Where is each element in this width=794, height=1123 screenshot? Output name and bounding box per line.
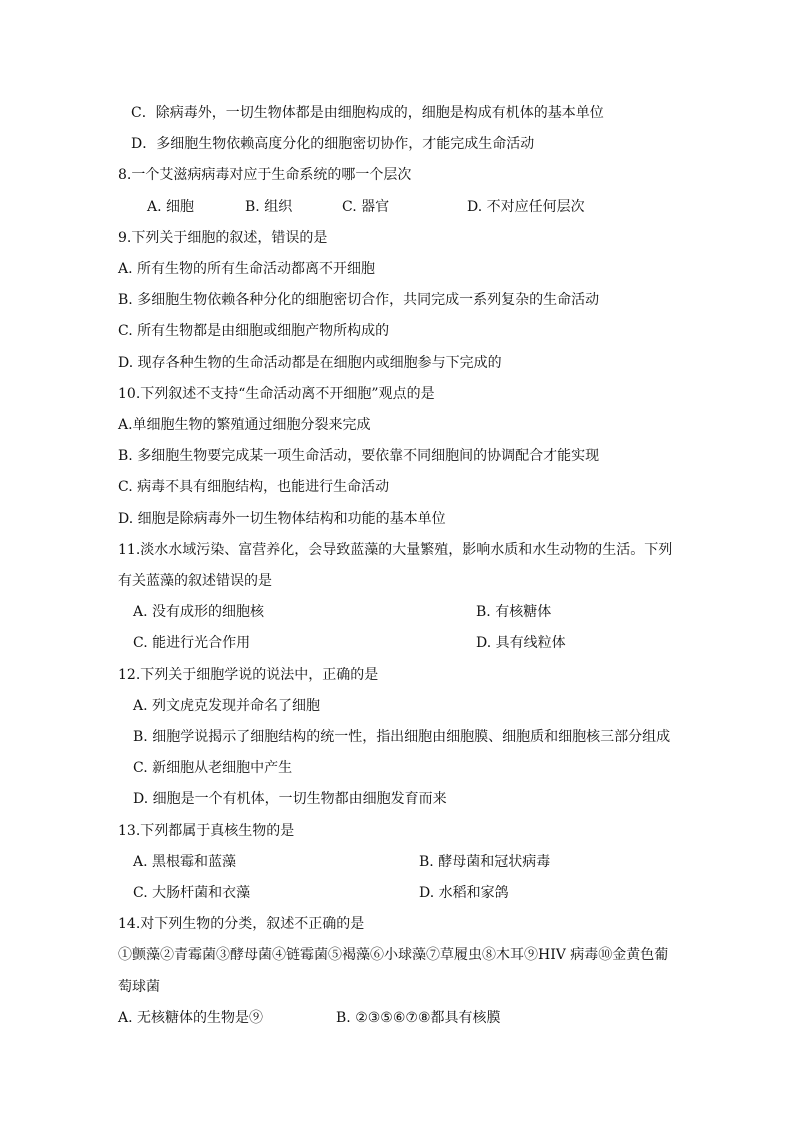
q7-option-d: D．多细胞生物依赖高度分化的细胞密切协作，才能完成生命活动 bbox=[131, 136, 535, 152]
q10-option-b: B. 多细胞生物要完成某一项生命活动，要依靠不同细胞间的协调配合才能实现 bbox=[118, 448, 600, 464]
q12-stem: 12.下列关于细胞学说的说法中，正确的是 bbox=[118, 667, 379, 683]
q9-option-c: C. 所有生物都是由细胞或细胞产物所构成的 bbox=[118, 323, 390, 339]
q7-option-c: C．除病毒外，一切生物体都是由细胞构成的，细胞是构成有机体的基本单位 bbox=[131, 105, 604, 121]
q8-stem: 8.一个艾滋病病毒对应于生命系统的哪一个层次 bbox=[118, 167, 412, 183]
q12-option-a: A. 列文虎克发现并命名了细胞 bbox=[133, 698, 321, 714]
q14-organism-list-line2: 萄球菌 bbox=[118, 979, 160, 995]
q13-stem: 13.下列都属于真核生物的是 bbox=[118, 823, 295, 839]
q10-option-a: A.单细胞生物的繁殖通过细胞分裂来完成 bbox=[118, 417, 371, 433]
q8-option-b: B. 组织 bbox=[245, 199, 293, 215]
q10-option-d: D. 细胞是除病毒外一切生物体结构和功能的基本单位 bbox=[118, 511, 446, 527]
q13-option-a: A. 黑根霉和蓝藻 bbox=[133, 854, 237, 870]
q8-option-c: C. 器官 bbox=[342, 199, 390, 215]
q12-option-c: C. 新细胞从老细胞中产生 bbox=[133, 760, 293, 776]
q11-stem-line2: 有关蓝藻的叙述错误的是 bbox=[118, 573, 272, 589]
q14-organism-list-line1: ①颤藻②青霉菌③酵母菌④链霉菌⑤褐藻⑥小球藻⑦草履虫⑧木耳⑨HIV 病毒⑩金黄色葡 bbox=[118, 947, 669, 963]
q11-stem-line1: 11.淡水水域污染、富营养化，会导致蓝藻的大量繁殖，影响水质和水生动物的生活。下列 bbox=[118, 542, 673, 558]
q14-option-a: A. 无核糖体的生物是⑨ bbox=[118, 1010, 264, 1026]
q8-option-a: A. 细胞 bbox=[147, 199, 195, 215]
q9-option-a: A. 所有生物的所有生命活动都离不开细胞 bbox=[118, 261, 376, 277]
q10-option-c: C. 病毒不具有细胞结构，也能进行生命活动 bbox=[118, 479, 390, 495]
q9-option-d: D. 现存各种生物的生命活动都是在细胞内或细胞参与下完成的 bbox=[118, 355, 502, 371]
q14-option-b: B. ②③⑤⑥⑦⑧都具有核膜 bbox=[336, 1010, 501, 1026]
q12-option-d: D. 细胞是一个有机体，一切生物都由细胞发育而来 bbox=[133, 791, 447, 807]
q12-option-b: B. 细胞学说揭示了细胞结构的统一性，指出细胞由细胞膜、细胞质和细胞核三部分组成 bbox=[133, 729, 671, 745]
q9-option-b: B. 多细胞生物依赖各种分化的细胞密切合作，共同完成一系列复杂的生命活动 bbox=[118, 292, 600, 308]
q9-stem: 9.下列关于细胞的叙述，错误的是 bbox=[118, 230, 328, 246]
q11-option-d: D. 具有线粒体 bbox=[476, 635, 566, 651]
q8-option-d: D. 不对应任何层次 bbox=[467, 199, 585, 215]
q13-option-c: C. 大肠杆菌和衣藻 bbox=[133, 885, 251, 901]
q13-option-b: B. 酵母菌和冠状病毒 bbox=[419, 854, 551, 870]
q11-option-b: B. 有核糖体 bbox=[476, 604, 552, 620]
q13-option-d: D. 水稻和家鸽 bbox=[419, 885, 509, 901]
q11-option-a: A. 没有成形的细胞核 bbox=[133, 604, 265, 620]
q11-option-c: C. 能进行光合作用 bbox=[133, 635, 251, 651]
q14-stem: 14.对下列生物的分类，叙述不正确的是 bbox=[118, 916, 365, 932]
q10-stem: 10.下列叙述不支持“生命活动离不开细胞”观点的是 bbox=[118, 386, 435, 402]
